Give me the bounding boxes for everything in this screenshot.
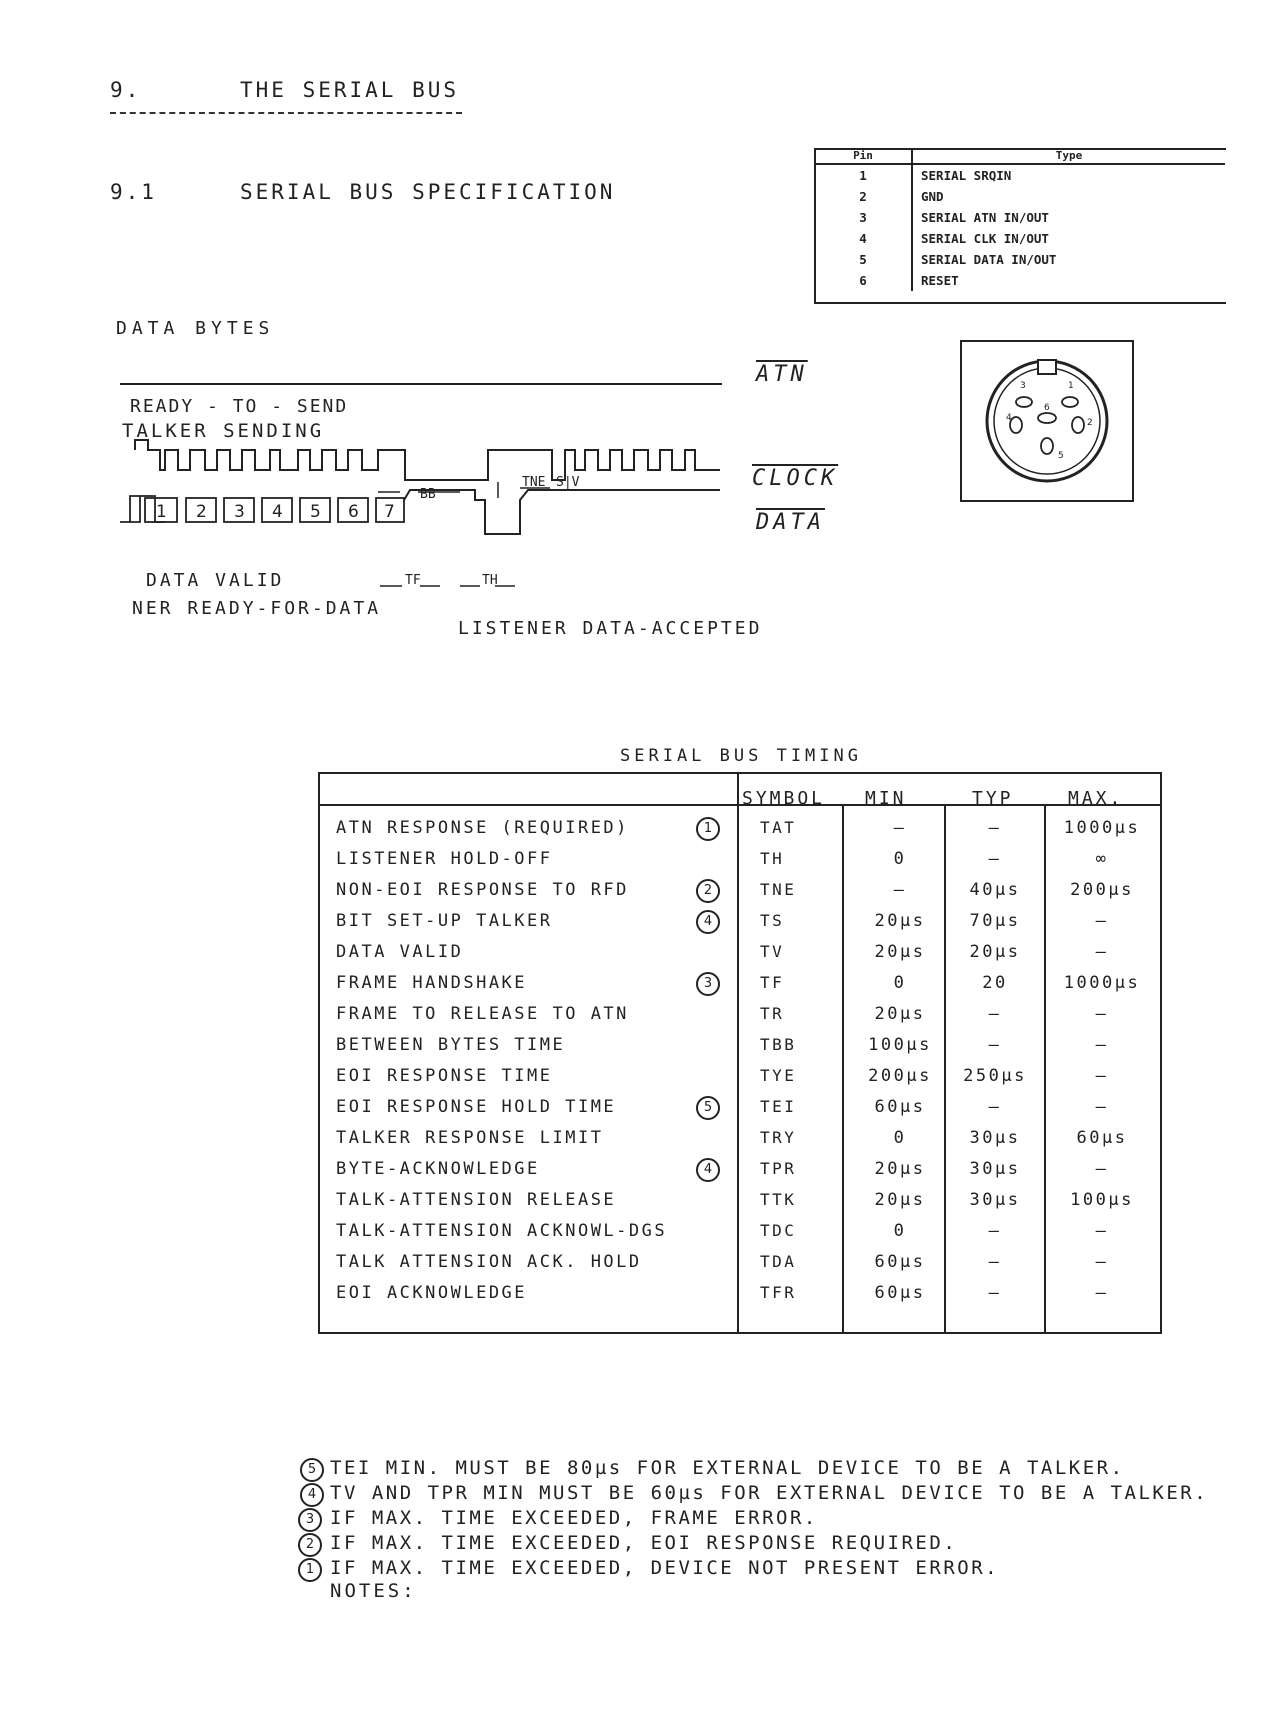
timing-row-max: —	[1095, 1066, 1109, 1086]
ready-to-send-label: READY - TO - SEND	[130, 396, 349, 417]
timing-row-typ: 250µs	[963, 1066, 1027, 1086]
timing-row-max: —	[1095, 1283, 1109, 1303]
timing-row-symbol: TDC	[760, 1221, 797, 1240]
pin-type: SERIAL SRQIN	[921, 168, 1012, 183]
pin-row	[815, 164, 1225, 186]
pin-row	[815, 186, 1225, 207]
timing-row-typ: —	[988, 1097, 1002, 1117]
timing-row-symbol: TRY	[760, 1128, 797, 1147]
note-number-circle: 3	[298, 1508, 322, 1532]
col-divider	[1044, 804, 1046, 1332]
tsv-marker-label: S|V	[556, 475, 580, 490]
note-number-circle: 4	[300, 1483, 324, 1507]
timing-row-min: 200µs	[868, 1066, 932, 1086]
pin-number: 4	[815, 228, 912, 249]
timing-row-symbol: TBB	[760, 1035, 797, 1054]
timing-row-description: DATA VALID	[336, 942, 464, 962]
connector-pin-label: 1	[1068, 381, 1074, 391]
timing-row-description: BYTE-ACKNOWLEDGE	[336, 1159, 540, 1179]
note-text: TV AND TPR MIN MUST BE 60µs FOR EXTERNAL DEVICE TO BE A TALKER.	[330, 1482, 1209, 1504]
timing-row-typ: 40µs	[969, 880, 1021, 900]
timing-row-description: TALK ATTENSION ACK. HOLD	[336, 1252, 642, 1272]
tf-marker-label: TF	[405, 573, 421, 588]
connector-pin-label: 5	[1058, 451, 1064, 461]
data-valid-label: DATA VALID	[146, 570, 285, 591]
timing-row-min: 0	[893, 849, 907, 869]
timing-row-typ: —	[988, 1004, 1002, 1024]
note-reference-circle: 4	[696, 1158, 720, 1182]
section-title: THE SERIAL BUS	[240, 78, 460, 102]
timing-table	[318, 772, 1162, 1334]
header-rule	[320, 804, 1160, 806]
timing-row-max: —	[1095, 1221, 1109, 1241]
timing-row-typ: 70µs	[969, 911, 1021, 931]
listener-ready-label: NER READY-FOR-DATA	[132, 598, 382, 619]
timing-row-description: TALKER RESPONSE LIMIT	[336, 1128, 604, 1148]
timing-row-min: —	[893, 880, 907, 900]
col-divider	[737, 774, 739, 1332]
connector-pin-label: 6	[1044, 403, 1050, 413]
timing-row-symbol: TTK	[760, 1190, 797, 1209]
din-connector-diagram	[960, 340, 1135, 502]
pin-row	[815, 270, 1225, 291]
timing-row-symbol: TV	[760, 942, 785, 961]
timing-row-min: 0	[893, 1221, 907, 1241]
bit-number-label: 4	[272, 502, 283, 522]
timing-row-description: LISTENER HOLD-OFF	[336, 849, 553, 869]
atn-signal-label: $\overline{ATN}$	[756, 362, 808, 387]
timing-row-symbol: TAT	[760, 818, 797, 837]
timing-row-typ: —	[988, 849, 1002, 869]
pin-number: 6	[815, 270, 912, 291]
timing-row-typ: 20µs	[969, 942, 1021, 962]
timing-row-max: 200µs	[1070, 880, 1134, 900]
note-reference-circle: 1	[696, 817, 720, 841]
timing-row-max: —	[1095, 1159, 1109, 1179]
pin-type: GND	[921, 189, 944, 204]
timing-row-description: EOI ACKNOWLEDGE	[336, 1283, 528, 1303]
timing-row-max: 1000µs	[1063, 818, 1141, 838]
note-reference-circle: 2	[696, 879, 720, 903]
pin-type: SERIAL CLK IN/OUT	[921, 231, 1049, 246]
timing-row-description: FRAME HANDSHAKE	[336, 973, 528, 993]
clock-signal-label: CLOCK	[752, 466, 839, 491]
timing-row-max: —	[1095, 1252, 1109, 1272]
timing-row-min: 0	[893, 973, 907, 993]
typ-header: TYP	[972, 788, 1014, 809]
timing-waveform	[120, 370, 730, 590]
timing-row-symbol: TYE	[760, 1066, 797, 1085]
timing-row-typ: 30µs	[969, 1128, 1021, 1148]
bit-number-label: 3	[234, 502, 245, 522]
bit-number-label: 1	[156, 502, 167, 522]
timing-row-symbol: TS	[760, 911, 785, 930]
timing-row-typ: —	[988, 1035, 1002, 1055]
timing-table-title: SERIAL BUS TIMING	[620, 746, 862, 766]
timing-row-max: 100µs	[1070, 1190, 1134, 1210]
timing-row-description: EOI RESPONSE HOLD TIME	[336, 1097, 617, 1117]
bit-number-label: 7	[384, 502, 395, 522]
pin-type: RESET	[921, 273, 959, 288]
timing-row-symbol: TNE	[760, 880, 797, 899]
timing-row-min: 60µs	[874, 1283, 926, 1303]
note-number-circle: 1	[298, 1558, 322, 1582]
timing-row-description: ATN RESPONSE (REQUIRED)	[336, 818, 629, 838]
max-header: MAX.	[1068, 788, 1124, 809]
timing-row-max: ∞	[1095, 849, 1109, 869]
notes-heading: NOTES:	[330, 1580, 417, 1602]
bit-number-label: 2	[196, 502, 207, 522]
timing-row-description: NON-EOI RESPONSE TO RFD	[336, 880, 629, 900]
pin-number: 2	[815, 186, 912, 207]
pin-row	[815, 228, 1225, 249]
pin-row	[815, 249, 1225, 270]
timing-row-min: 20µs	[874, 1004, 926, 1024]
section-number: 9.	[110, 78, 142, 102]
min-header: MIN	[865, 788, 907, 809]
timing-row-description: TALK-ATTENSION RELEASE	[336, 1190, 617, 1210]
pin-number: 5	[815, 249, 912, 270]
timing-row-typ: —	[988, 1283, 1002, 1303]
timing-row-max: 1000µs	[1063, 973, 1141, 993]
timing-row-typ: 30µs	[969, 1159, 1021, 1179]
section-underline	[110, 112, 462, 114]
diagram-heading: DATA BYTES	[116, 318, 275, 339]
note-text: IF MAX. TIME EXCEEDED, DEVICE NOT PRESENT ERROR.	[330, 1557, 1000, 1579]
timing-row-max: —	[1095, 1004, 1109, 1024]
timing-row-description: EOI RESPONSE TIME	[336, 1066, 553, 1086]
col-divider	[944, 804, 946, 1332]
timing-row-symbol: TFR	[760, 1283, 797, 1302]
data-signal-label: DATA	[756, 510, 825, 535]
type-header: Type	[912, 148, 1225, 164]
data-waveform	[404, 490, 720, 534]
connector-pin-label: 3	[1020, 381, 1026, 391]
timing-row-description: BIT SET-UP TALKER	[336, 911, 553, 931]
timing-row-min: 100µs	[868, 1035, 932, 1055]
subsection-title: SERIAL BUS SPECIFICATION	[240, 180, 616, 204]
pin-table	[815, 148, 1225, 291]
connector-key-notch	[1038, 360, 1056, 374]
timing-row-symbol: TDA	[760, 1252, 797, 1271]
timing-row-max: —	[1095, 1035, 1109, 1055]
listener-accepted-label: LISTENER DATA-ACCEPTED	[458, 618, 763, 639]
pin-number: 1	[815, 164, 912, 186]
connector-pin-label: 2	[1087, 418, 1093, 428]
timing-row-min: 20µs	[874, 1159, 926, 1179]
timing-row-typ: —	[988, 1221, 1002, 1241]
tne-marker-label: TNE	[522, 475, 546, 490]
note-text: TEI MIN. MUST BE 80µs FOR EXTERNAL DEVICE TO BE A TALKER.	[330, 1457, 1125, 1479]
pin-row	[815, 207, 1225, 228]
timing-row-min: 20µs	[874, 911, 926, 931]
timing-row-symbol: TPR	[760, 1159, 797, 1178]
note-reference-circle: 5	[696, 1096, 720, 1120]
pin-type: SERIAL ATN IN/OUT	[921, 210, 1049, 225]
timing-row-description: BETWEEN BYTES TIME	[336, 1035, 566, 1055]
connector-pin-label: 4	[1006, 413, 1012, 423]
note-number-circle: 5	[300, 1458, 324, 1482]
note-reference-circle: 3	[696, 972, 720, 996]
bit-number-label: 5	[310, 502, 321, 522]
tbb-marker-label: BB	[420, 487, 436, 502]
timing-row-description: TALK-ATTENSION ACKNOWL-DGS	[336, 1221, 668, 1241]
timing-row-description: FRAME TO RELEASE TO ATN	[336, 1004, 629, 1024]
pin-number: 3	[815, 207, 912, 228]
timing-row-min: 0	[893, 1128, 907, 1148]
pin-header: Pin	[815, 148, 912, 164]
timing-row-typ: —	[988, 818, 1002, 838]
timing-row-typ: 20	[982, 973, 1008, 993]
timing-row-symbol: TF	[760, 973, 785, 992]
col-divider	[842, 804, 844, 1332]
pin-type: SERIAL DATA IN/OUT	[921, 252, 1057, 267]
note-text: IF MAX. TIME EXCEEDED, EOI RESPONSE REQUIRED.	[330, 1532, 958, 1554]
timing-row-max: —	[1095, 942, 1109, 962]
clock-waveform	[135, 440, 720, 480]
timing-row-max: —	[1095, 911, 1109, 931]
timing-row-symbol: TEI	[760, 1097, 797, 1116]
timing-row-typ: —	[988, 1252, 1002, 1272]
bit-number-label: 6	[348, 502, 359, 522]
timing-row-min: 20µs	[874, 942, 926, 962]
timing-row-max: —	[1095, 1097, 1109, 1117]
timing-row-max: 60µs	[1076, 1128, 1128, 1148]
timing-row-min: —	[893, 818, 907, 838]
talker-sending-label: TALKER SENDING	[122, 420, 325, 442]
subsection-number: 9.1	[110, 180, 157, 204]
timing-row-symbol: TR	[760, 1004, 785, 1023]
note-reference-circle: 4	[696, 910, 720, 934]
note-number-circle: 2	[298, 1533, 322, 1557]
note-text: IF MAX. TIME EXCEEDED, FRAME ERROR.	[330, 1507, 818, 1529]
timing-row-min: 60µs	[874, 1097, 926, 1117]
timing-row-min: 20µs	[874, 1190, 926, 1210]
timing-row-symbol: TH	[760, 849, 785, 868]
symbol-header: SYMBOL	[742, 788, 826, 809]
th-marker-label: TH	[482, 573, 498, 588]
timing-row-typ: 30µs	[969, 1190, 1021, 1210]
timing-row-min: 60µs	[874, 1252, 926, 1272]
